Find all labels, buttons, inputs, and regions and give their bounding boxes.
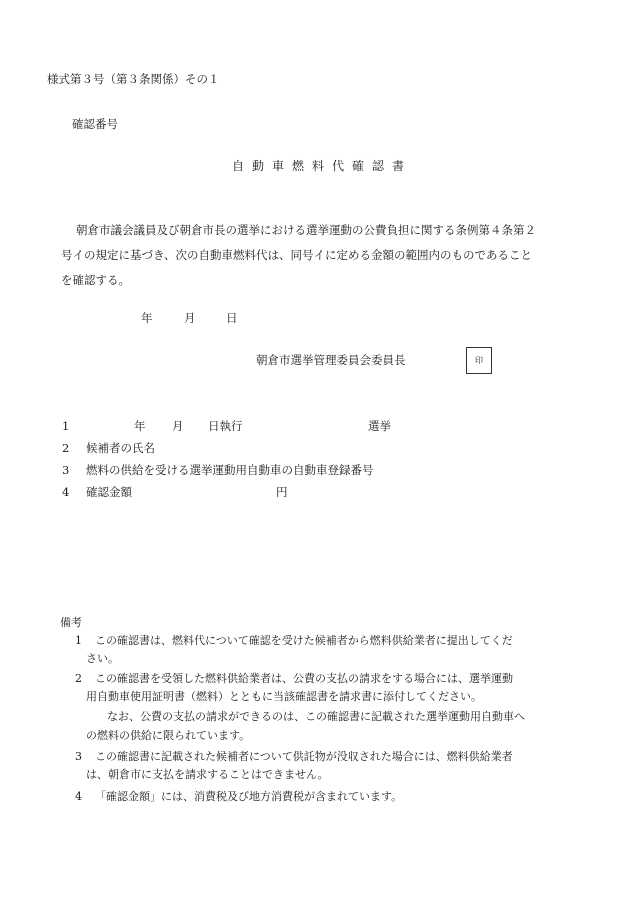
confirm-number-label: 確認番号 — [72, 117, 118, 131]
item-4-label: 確認金額 — [86, 485, 132, 499]
item-1-year: 年 — [134, 419, 146, 433]
intro-line-1: 朝倉市議会議員及び朝倉市長の選挙における選挙運動の公費負担に関する条例第４条第２ — [76, 223, 536, 237]
note-2-line-3: なお、公費の支払の請求ができるのは、この確認書に記載された選挙運動用自動車へ — [107, 710, 525, 723]
item-1-election: 選挙 — [368, 419, 391, 433]
document-title: 自動車燃料代確認書 — [232, 159, 413, 173]
form-id: 様式第３号（第３条関係）その１ — [47, 72, 220, 86]
note-2-line-1: この確認書を受領した燃料供給業者は、公費の支払の請求をする場合には、選挙運動 — [95, 672, 513, 685]
intro-line-3: を確認する。 — [61, 273, 130, 287]
note-4-number: 4 — [75, 790, 82, 803]
issuer-name: 朝倉市選挙管理委員会委員長 — [256, 353, 406, 367]
item-3-number: 3 — [62, 463, 70, 477]
date-day: 日 — [226, 311, 238, 325]
date-year: 年 — [141, 311, 153, 325]
item-2-label: 候補者の氏名 — [86, 441, 155, 455]
note-1-number: 1 — [75, 634, 82, 647]
notes-heading: 備考 — [60, 616, 82, 629]
note-3-line-2: は、朝倉市に支払を請求することはできません。 — [86, 768, 329, 781]
item-1-month: 月 — [172, 419, 184, 433]
note-3-line-1: この確認書に記載された候補者について供託物が没収された場合には、燃料供給業者 — [95, 750, 513, 763]
note-4-line-1: 「確認金額」には、消費税及び地方消費税が含まれています。 — [95, 790, 403, 803]
note-1-line-1: この確認書は、燃料代について確認を受けた候補者から燃料供給業者に提出してくだ — [95, 634, 513, 647]
item-4-number: 4 — [62, 485, 70, 499]
seal-box: 印 — [466, 347, 492, 374]
note-2-number: 2 — [75, 672, 82, 685]
note-1-line-2: さい。 — [86, 652, 119, 665]
item-2-number: 2 — [62, 441, 70, 455]
item-4-unit: 円 — [276, 485, 288, 499]
note-3-number: 3 — [75, 750, 82, 763]
note-2-line-2: 用自動車使用証明書（燃料）とともに当該確認書を請求書に添付してください。 — [86, 690, 482, 703]
intro-line-2: 号イの規定に基づき、次の自動車燃料代は、同号イに定める金額の範囲内のものであること — [61, 248, 533, 262]
item-3-label: 燃料の供給を受ける選挙運動用自動車の自動車登録番号 — [86, 463, 374, 477]
note-2-line-4: の燃料の供給に限られています。 — [86, 729, 251, 742]
date-month: 月 — [184, 311, 196, 325]
item-1-day: 日執行 — [208, 419, 243, 433]
item-1-number: 1 — [62, 419, 70, 433]
